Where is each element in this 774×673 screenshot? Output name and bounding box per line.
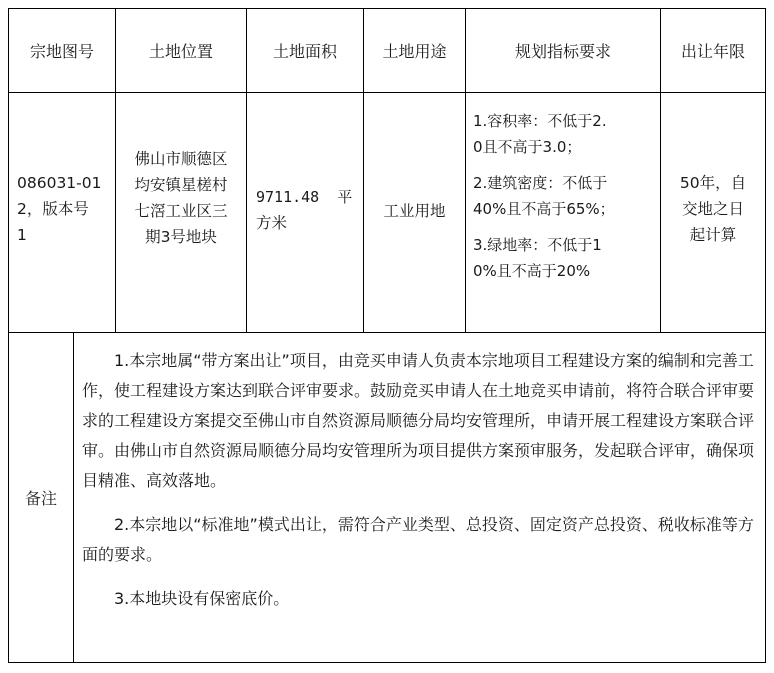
indicator-item xyxy=(473,170,659,222)
cell-indicators xyxy=(473,108,659,294)
parcel-no-line: 086031-01 xyxy=(17,174,102,192)
cell-location xyxy=(116,146,246,250)
cell-term xyxy=(661,170,765,248)
note-paragraph: 3.本地块设有保密底价。 xyxy=(114,589,290,608)
indicator-line: 3.绿地率：不低于1 xyxy=(473,236,602,254)
indicator-line: 2.建筑密度：不低于 xyxy=(473,174,608,192)
area-line: 方米 xyxy=(256,214,288,232)
border-header-bottom xyxy=(8,92,766,93)
location-line: 期3号地块 xyxy=(145,228,217,246)
location-line: 佛山市顺德区 xyxy=(134,150,228,168)
location-line: 七滘工业区三 xyxy=(134,202,228,220)
term-line: 交地之日 xyxy=(681,200,744,218)
header-term: 出让年限 xyxy=(680,42,745,61)
indicator-line: 1.容积率：不低于2. xyxy=(473,112,607,130)
indicator-line: 40%且不高于65%； xyxy=(473,200,615,218)
notes-divider xyxy=(73,332,74,663)
cell-area xyxy=(256,184,361,236)
note-paragraph: 2.本宗地以“标准地”模式出让，需符合产业类型、总投资、固定资产总投资、税收标准等方面的要求。 xyxy=(82,515,754,564)
border-right xyxy=(765,8,766,663)
location-line: 均安镇星槎村 xyxy=(134,176,228,194)
notes-label: 备注 xyxy=(24,489,57,508)
header-indicators: 规划指标要求 xyxy=(514,42,611,61)
note-paragraph: 1.本宗地属“带方案出让”项目，由竞买申请人负责本宗地项目工程建设方案的编制和完善工作，使工程建设方案达到联合评审要求。鼓励竞买申请人在土地竞买申请前，将符合联合评审要求的工程建设方案提交至佛山市自然资源局顺德分局均安管理所，申请开展工程建设方案联合评审。由佛山市自然资源局顺德分局均安管理所为项目提供方案预审服务，发起联合评审，确保项目精准、高效落地。 xyxy=(82,351,755,490)
header-use: 土地用途 xyxy=(382,42,447,61)
term-line: 起计算 xyxy=(689,226,737,244)
indicator-item xyxy=(473,232,659,284)
notes-content xyxy=(82,346,756,628)
border-bottom xyxy=(8,662,766,663)
border-row-bottom xyxy=(8,332,766,333)
cell-use: 工业用地 xyxy=(383,202,446,220)
parcel-no-line: 2，版本号 xyxy=(17,200,89,218)
cell-parcel-no xyxy=(17,170,113,248)
indicator-line: 0%且不高于20% xyxy=(473,262,591,280)
header-parcel-no: 宗地图号 xyxy=(29,42,94,61)
header-area: 土地面积 xyxy=(272,42,337,61)
term-line: 50年，自 xyxy=(679,174,747,192)
header-location: 土地位置 xyxy=(148,42,213,61)
parcel-no-line: 1 xyxy=(17,226,27,244)
area-line: 9711.48 平 xyxy=(256,188,353,206)
indicator-item xyxy=(473,108,659,160)
indicator-line: 0且不高于3.0； xyxy=(473,138,582,156)
